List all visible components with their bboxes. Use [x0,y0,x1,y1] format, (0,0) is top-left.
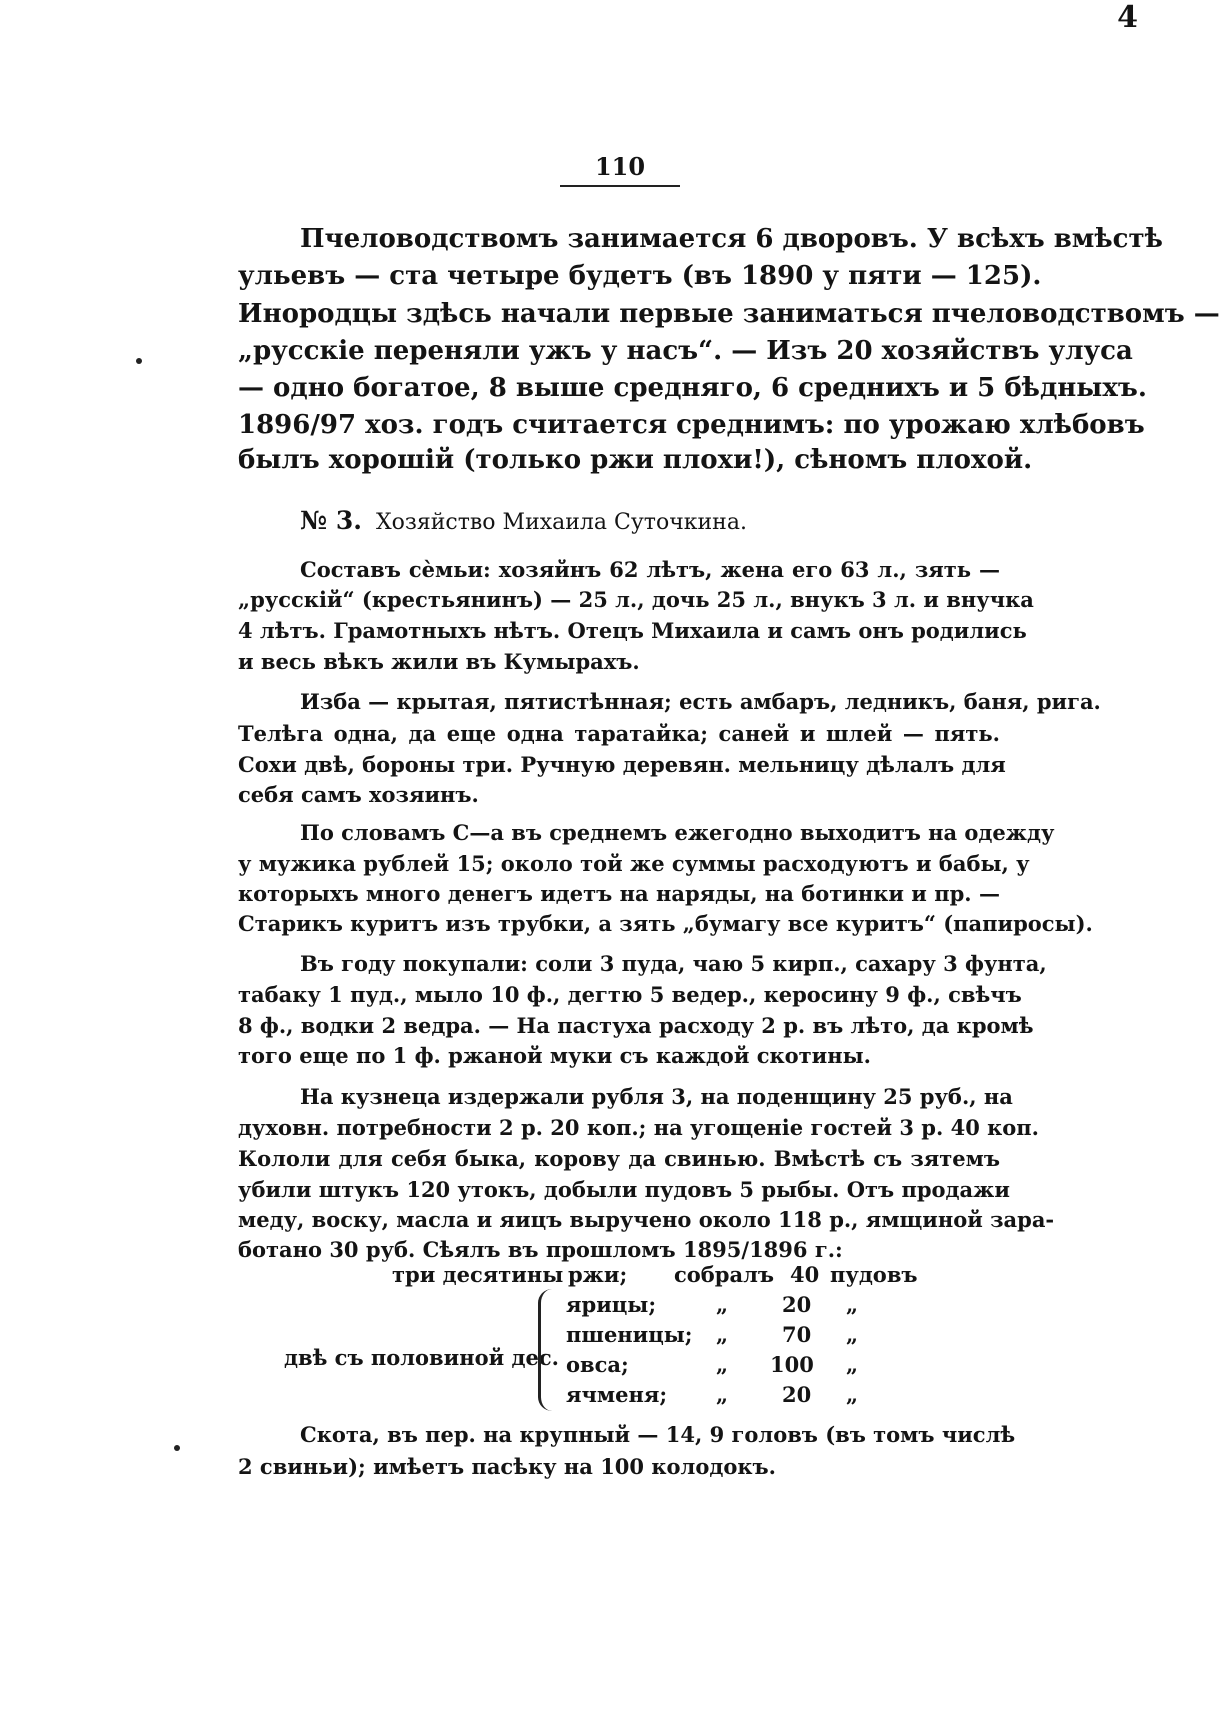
verb-cell: собралъ [674,1262,775,1287]
text-line: Скота, въ пер. на крупный — 14, 9 головъ (въ томъ числѣ [300,1422,1016,1447]
text-line: 2 свиньи); имѣетъ пасѣку на 100 колодокъ. [238,1454,776,1479]
margin-dot [136,358,142,364]
brace-mark [538,1289,555,1411]
ditto-cell: „ [716,1352,729,1377]
section-heading [300,506,747,535]
text-line: того еще по 1 ф. ржаной муки съ каждой скотины. [238,1043,871,1068]
page-number: 110 [594,152,646,181]
page-number-rule [560,185,680,187]
text-line: ботано 30 руб. Сѣялъ въ прошломъ 1895/1896 г.: [238,1237,843,1262]
text-line: „русскій“ (крестьянинъ) — 25 л., дочь 25 л., внукъ 3 л. и внучка [238,587,1034,612]
text-line: Въ году покупали: соли 3 пуда, чаю 5 кирп., сахару 3 фунта, [300,951,1047,976]
text-line: 8 ф., водки 2 ведра. — На пастуха расходу 2 р. въ лѣто, да кромѣ [238,1013,1034,1038]
text-line: Кололи для себя быка, корову да свинью. Вмѣстѣ съ зятемъ [238,1146,1000,1171]
unit-cell: „ [846,1352,859,1377]
text-line: и весь вѣкъ жили въ Кумырахъ. [238,649,640,674]
text-line: 4 лѣтъ. Грамотныхъ нѣтъ. Отецъ Михаила и самъ онъ родились [238,618,1027,643]
area-cell: три десятины [392,1262,564,1287]
crop-cell: пшеницы; [566,1322,693,1347]
text-line: убили штукъ 120 утокъ, добыли пудовъ 5 рыбы. Отъ продажи [238,1177,1010,1202]
amount-cell: 20 [782,1382,812,1407]
amount-cell: 40 [790,1262,820,1287]
section-title: Хозяйство Михаила Суточкина. [375,510,747,535]
text-line: Изба — крытая, пятистѣнная; есть амбаръ, ледникъ, баня, рига. [300,689,1101,714]
text-line: духовн. потребности 2 р. 20 коп.; на угощеніе гостей 3 р. 40 коп. [238,1115,1039,1140]
text-line: которыхъ много денегъ идетъ на наряды, на ботинки и пр. — [238,881,1000,906]
unit-cell: „ [846,1382,859,1407]
text-line: Старикъ куритъ изъ трубки, а зять „бумагу все куритъ“ (папиросы). [238,911,1093,936]
text-line: ульевъ — ста четыре будетъ (въ 1890 у пяти — 125). [238,261,1042,291]
text-line: Пчеловодствомъ занимается 6 дворовъ. У всѣхъ вмѣстѣ [300,224,1163,254]
text-line: „русскіе переняли ужъ у насъ“. — Изъ 20 хозяйствъ улуса [238,336,1133,366]
corner-mark: 4 [1117,0,1138,35]
group-label: двѣ съ половиной дес. [284,1345,559,1370]
amount-cell: 100 [770,1352,814,1377]
section-number: № 3. [300,506,362,535]
text-line: Телѣга одна, да еще одна таратайка; саней и шлей — пять. [238,721,1000,746]
ditto-cell: „ [716,1382,729,1407]
text-line: — одно богатое, 8 выше средняго, 6 среднихъ и 5 бѣдныхъ. [238,373,1147,403]
text-line: Инородцы здѣсь начали первые заниматься пчеловодствомъ — [238,299,1220,329]
amount-cell: 20 [782,1292,812,1317]
amount-cell: 70 [782,1322,812,1347]
text-line: По словамъ С—а въ среднемъ ежегодно выходитъ на одежду [300,820,1055,845]
margin-dot [174,1445,180,1451]
text-line: табаку 1 пуд., мыло 10 ф., дегтю 5 ведер., керосину 9 ф., свѣчъ [238,982,1022,1007]
crop-cell: ярицы; [566,1292,657,1317]
crop-cell: ржи; [568,1262,628,1287]
text-line: 1896/97 хоз. годъ считается среднимъ: по урожаю хлѣбовъ [238,410,1145,440]
text-line: былъ хорошій (только ржи плохи!), сѣномъ плохой. [238,445,1033,475]
text-line: у мужика рублей 15; около той же суммы расходуютъ и бабы, у [238,851,1030,876]
ditto-cell: „ [716,1292,729,1317]
text-line: Составъ сѐмьи: хозяйнъ 62 лѣтъ, жена его 63 л., зять — [300,557,1000,582]
unit-cell: „ [846,1292,859,1317]
text-line: На кузнеца издержали рубля 3, на поденщину 25 руб., на [300,1084,1013,1109]
unit-cell: пудовъ [830,1262,918,1287]
ditto-cell: „ [716,1322,729,1347]
text-line: меду, воску, масла и яицъ выручено около 118 р., ямщиной зара- [238,1207,1055,1232]
text-line: себя самъ хозяинъ. [238,782,479,807]
unit-cell: „ [846,1322,859,1347]
crop-cell: овса; [566,1352,629,1377]
text-line: Сохи двѣ, бороны три. Ручную деревян. мельницу дѣлалъ для [238,752,1006,777]
crop-cell: ячменя; [566,1382,668,1407]
